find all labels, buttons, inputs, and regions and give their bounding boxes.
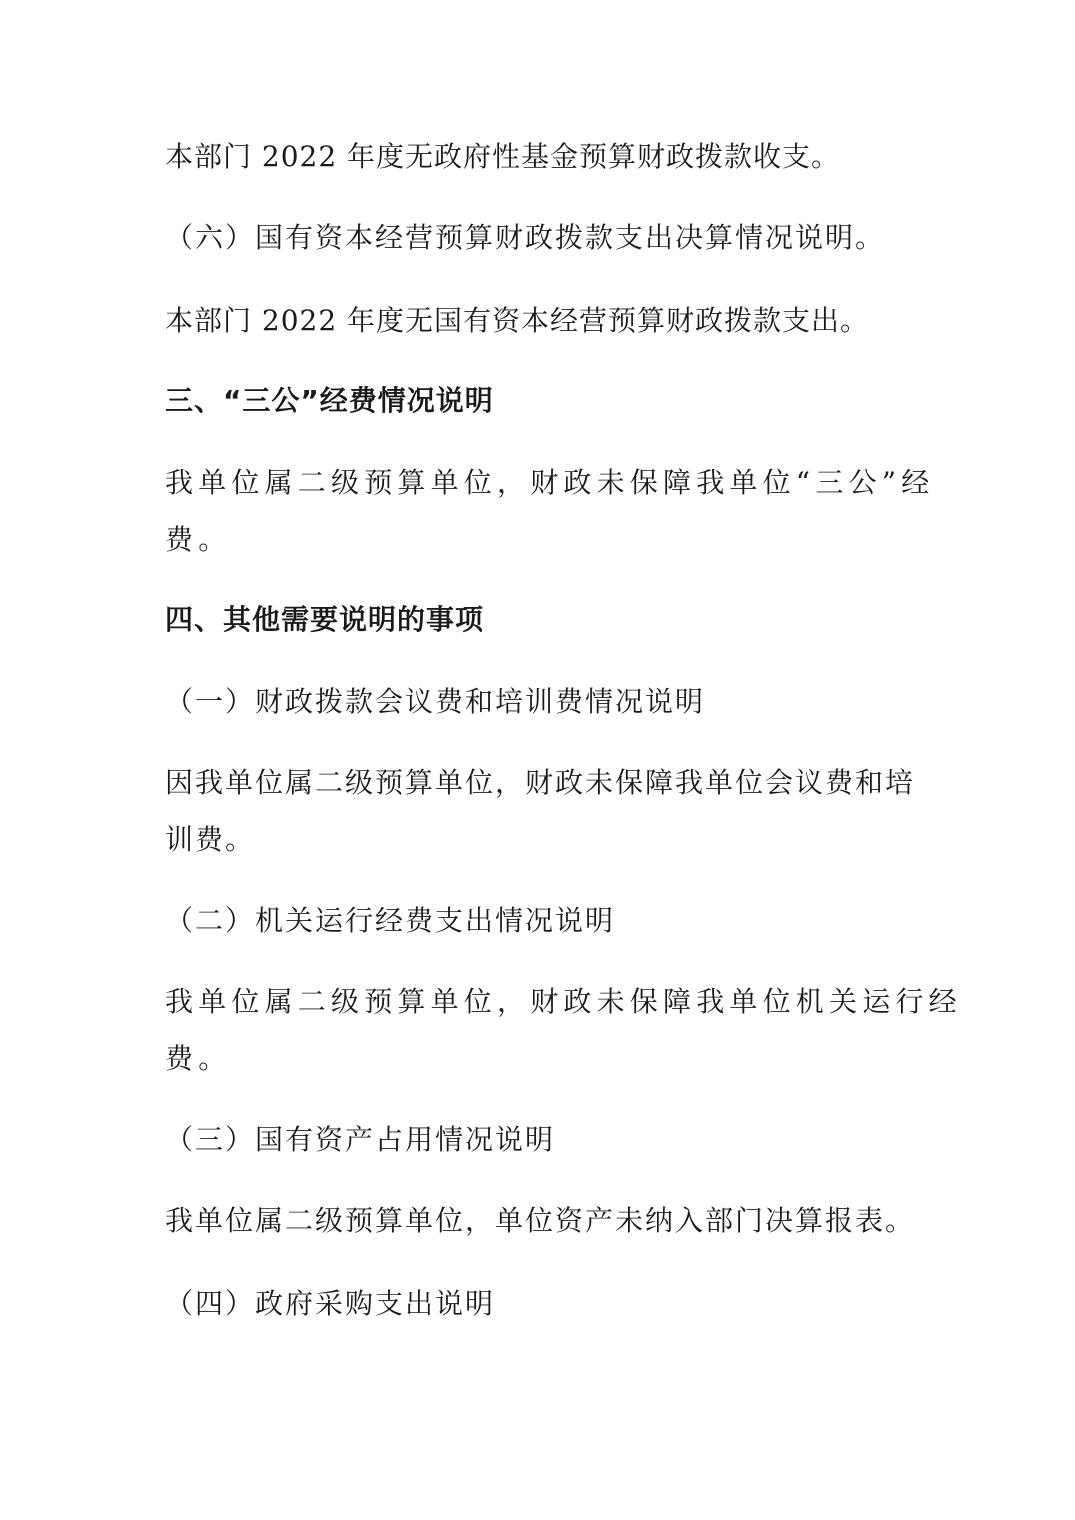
paragraph-three-public-line2: 费。	[165, 523, 232, 556]
subheading-government-procurement: （四）政府采购支出说明	[165, 1287, 496, 1320]
subheading-state-capital: （六）国有资本经营预算财政拨款支出决算情况说明。	[165, 221, 886, 254]
paragraph-three-public-line1: 我单位属二级预算单位，财政未保障我单位“三公”经	[165, 466, 935, 499]
paragraph-state-assets: 我单位属二级预算单位，单位资产未纳入部门决算报表。	[165, 1204, 916, 1237]
paragraph-meeting-training-line2: 训费。	[165, 823, 256, 856]
section-heading-other-matters: 四、其他需要说明的事项	[165, 603, 485, 636]
subheading-meeting-training: （一）财政拨款会议费和培训费情况说明	[165, 685, 706, 718]
subheading-operating-expenses: （二）机关运行经费支出情况说明	[165, 904, 616, 937]
paragraph-operating-expenses-line1: 我单位属二级预算单位，财政未保障我单位机关运行经	[165, 985, 962, 1018]
subheading-state-assets: （三）国有资产占用情况说明	[165, 1123, 556, 1156]
paragraph-state-capital: 本部门 2022 年度无国有资本经营预算财政拨款支出。	[165, 304, 870, 337]
paragraph-meeting-training-line1: 因我单位属二级预算单位，财政未保障我单位会议费和培	[165, 766, 916, 799]
paragraph-operating-expenses-line2: 费。	[165, 1042, 232, 1075]
section-heading-three-public: 三、“三公”经费情况说明	[165, 384, 494, 417]
paragraph-government-fund: 本部门 2022 年度无政府性基金预算财政拨款收支。	[165, 140, 841, 173]
